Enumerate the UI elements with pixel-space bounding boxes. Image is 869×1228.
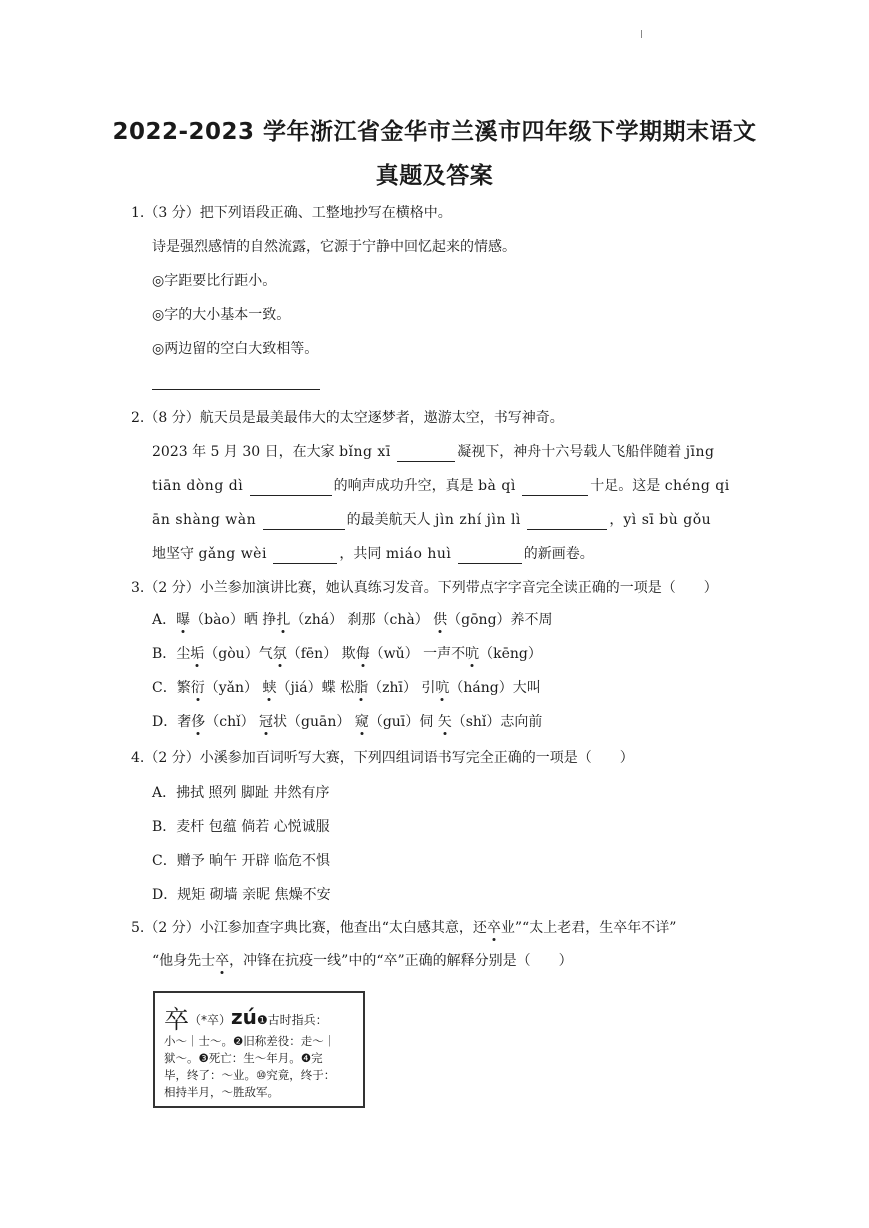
pinyin: jīng	[685, 444, 715, 460]
q2-line-4	[152, 544, 594, 564]
q3-option-c[interactable]	[152, 678, 541, 698]
dotted-char: 冠	[259, 714, 274, 730]
dotted-char: 脂	[354, 680, 369, 696]
q1-requirement-1: ◎字距要比行距小。	[152, 273, 277, 289]
option-text: A．	[152, 612, 177, 628]
option-text: （háng）大叫	[449, 680, 541, 696]
pinyin: bǐng xī	[339, 444, 391, 460]
option-text: 状（guān）	[273, 714, 355, 730]
pinyin: chéng qi	[664, 478, 730, 494]
pinyin: ān shàng wàn	[152, 512, 257, 528]
option-text: （chǐ）	[205, 714, 260, 730]
dotted-char: 卒	[215, 953, 230, 969]
option-text: （zhá） 刹	[290, 612, 362, 628]
option-text: （kēng）	[479, 646, 542, 662]
option-text: （jiá）蝶 松	[276, 680, 355, 696]
page-mark	[641, 30, 642, 38]
option-text: （zhī） 引	[368, 680, 436, 696]
dictionary-pinyin: zú	[231, 1005, 257, 1029]
dotted-char: 矢	[437, 714, 452, 730]
fill-blank[interactable]	[250, 479, 332, 496]
q2-text: ，共同	[339, 546, 386, 562]
option-text: D．奢	[152, 714, 192, 730]
option-text: （gòu）气	[204, 646, 273, 662]
q1-text: 诗是强烈感情的自然流露，它源于宁静中回忆起来的情感。	[152, 239, 516, 255]
q5-stem-line-2	[152, 951, 573, 971]
pinyin: tiān dòng dì	[152, 478, 244, 494]
option-text: （shǐ）志向前	[451, 714, 543, 730]
dotted-char: 卒	[486, 920, 501, 936]
dotted-char: 垢	[190, 646, 205, 662]
q5-stem-line-1	[131, 918, 676, 938]
option-text: （guī）伺	[368, 714, 438, 730]
q4-option-c[interactable]: C．赠予 晌午 开辟 临危不惧	[152, 853, 331, 869]
dictionary-line-3: 狱～。❸死亡：生～年月。❹完	[164, 1051, 323, 1065]
dotted-char: 供	[433, 612, 448, 628]
fill-blank[interactable]	[263, 513, 345, 530]
document-title-line1: 2022-2023 学年浙江省金华市兰溪市四年级下学期期末语文	[112, 119, 757, 145]
dictionary-line-4: 毕，终了：～业。⑩究竟，终于：	[164, 1068, 336, 1082]
q2-text: 的响声成功升空，真是	[333, 478, 479, 494]
q4-option-a[interactable]: A．拂拭 照列 脚趾 井然有序	[152, 785, 330, 801]
dictionary-line-2: 小～｜士～。❷旧称差役：走～｜	[164, 1034, 336, 1048]
q2-line-2	[152, 476, 730, 496]
option-text: C．繁	[152, 680, 191, 696]
q1-requirement-2: ◎字的大小基本一致。	[152, 307, 291, 323]
q4-stem: 4.（2 分）小溪参加百词听写大赛，下列四组词语书写完全正确的一项是（ ）	[131, 750, 634, 766]
q2-text: ，	[609, 512, 624, 528]
q2-text: 的最美航天人	[346, 512, 436, 528]
q4-option-d[interactable]: D．规矩 砌墙 亲昵 焦燥不安	[152, 887, 331, 903]
dotted-char: 侈	[191, 714, 206, 730]
option-text: B．尘	[152, 646, 191, 662]
pinyin: miáo huì	[385, 546, 452, 562]
fill-blank[interactable]	[458, 547, 522, 564]
q5-text: 5.（2 分）小江参加查字典比赛，他查出“太白感其意，还	[131, 920, 487, 936]
pinyin: yì sī bù gǒu	[623, 512, 712, 528]
q1-stem: 1.（3 分）把下列语段正确、工整地抄写在横格中。	[131, 205, 452, 221]
q2-text: 2023 年 5 月 30 日，在大家	[152, 444, 340, 460]
fill-blank[interactable]	[522, 479, 588, 496]
dotted-char: 氛	[272, 646, 287, 662]
dotted-char: 吭	[435, 680, 450, 696]
dotted-char: 蛱	[262, 680, 277, 696]
q2-text: 的新画卷。	[523, 546, 594, 562]
q4-option-b[interactable]: B．麦杆 包蕴 倘若 心悦诚服	[152, 819, 330, 835]
dotted-char: 扎	[276, 612, 291, 628]
dictionary-entry-head	[164, 1000, 328, 1036]
q5-text: “他身先士	[152, 953, 216, 969]
q3-option-d[interactable]	[152, 712, 542, 732]
q2-stem: 2.（8 分）航天员是最美最伟大的太空逐梦者，遨游太空，书写神奇。	[131, 410, 564, 426]
q3-stem: 3.（2 分）小兰参加演讲比赛，她认真练习发音。下列带点字字音完全读正确的一项是（ ）	[131, 580, 718, 596]
option-text: （bào）晒 挣	[190, 612, 277, 628]
dictionary-char: 卒	[164, 1005, 190, 1034]
q2-text: 凝视下，神舟十六号载人飞船伴随着	[457, 444, 686, 460]
q3-option-a[interactable]	[152, 610, 553, 630]
option-text: （yǎn）	[204, 680, 263, 696]
fill-blank[interactable]	[397, 445, 455, 462]
option-text: （fēn） 欺	[286, 646, 356, 662]
dotted-char: 曝	[176, 612, 191, 628]
q2-line-3	[152, 510, 711, 530]
dictionary-variant: （*卒）	[189, 1013, 232, 1027]
fill-blank[interactable]	[527, 513, 607, 530]
fill-blank[interactable]	[273, 547, 337, 564]
dotted-char: 吭	[465, 646, 480, 662]
dotted-char: 侮	[355, 646, 370, 662]
q2-line-1	[152, 442, 715, 462]
document-title-line2: 真题及答案	[375, 163, 494, 189]
pinyin: jìn zhí jìn lì	[435, 512, 521, 528]
q2-text: 地坚守	[152, 546, 199, 562]
option-text: （gōng）养不周	[447, 612, 553, 628]
q5-text: ，冲锋在抗疫一线”中的“卒”正确的解释分别是（ ）	[229, 953, 573, 969]
dictionary-def-1: ❶古时指兵：	[256, 1013, 328, 1027]
option-text: （wǔ） 一声不	[369, 646, 466, 662]
q3-option-b[interactable]	[152, 644, 542, 664]
dictionary-entry-box	[153, 991, 365, 1108]
option-text: 那（chà）	[361, 612, 434, 628]
q1-requirement-3: ◎两边留的空白大致相等。	[152, 341, 319, 357]
dotted-char: 衍	[190, 680, 205, 696]
dictionary-line-5: 相持半月，～胜敌军。	[164, 1085, 279, 1099]
dotted-char: 窥	[354, 714, 369, 730]
q5-text: 业”“太上老君，生卒年不详”	[500, 920, 677, 936]
pinyin: gǎng wèi	[198, 546, 267, 562]
pinyin: bà qì	[478, 478, 516, 494]
q1-answer-line[interactable]	[152, 389, 320, 390]
q2-text: 十足。这是	[590, 478, 665, 494]
